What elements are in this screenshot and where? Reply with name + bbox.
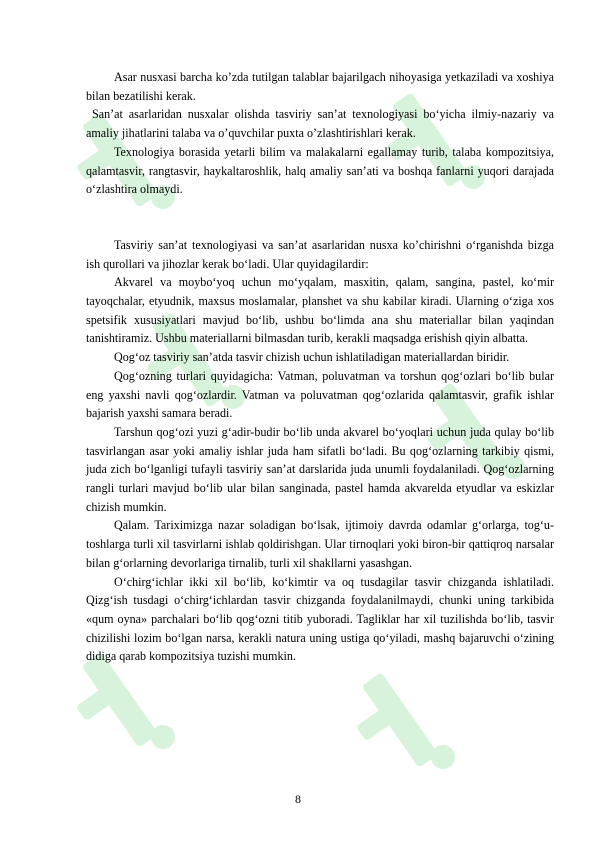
paragraph: Tarshun qog‘ozi yuzi g‘adir-budir bo‘lib unda akvarel bo‘yoqlari uchun juda qulay bo‘lib tasvirlangan asar yoki amaliy ishlar juda ham sifatli bo‘ladi. Bu qog‘ozlarning tarkibiy qismi, juda zich bo‘lganligi tufayli tasviriy san’at darslarida juda unumli foydalaniladi. Qog‘ozlarning rangli turlari mavjud bo‘lib ular bilan sanginada, pastel hamda akvarelda etyudlar va eskizlar chizish mumkin.	[86, 424, 554, 514]
paragraph: Qog‘ozning turlari quyidagicha: Vatman, poluvatman va torshun qog‘ozlari bo‘lib bular eng yaxshi navli qog‘ozlardir. Vatman va poluvatman qog‘ozlarida qalamtasvir, grafik ishlar bajarish yaxshi samara beradi.	[86, 368, 554, 421]
paragraph: San’at asarlaridan nusxalar olishda tasviriy san’at texnologiyasi bo‘yicha ilmiy-nazariy va amaliy jihatlarini talaba va o’quvchilar puxta o’zlashtirishlari kerak.	[86, 107, 554, 141]
page-number: 8	[295, 792, 301, 806]
paragraph: Qog‘oz tasviriy san’atda tasvir chizish uchun ishlatiladigan materiallardan biridir.	[114, 350, 510, 365]
paragraph: Qalam. Tariximizga nazar soladigan bo‘lsak, ijtimoiy davrda odamlar g‘orlarga, tog‘u-toshlarga turli xil tasvirlarni ishlab qoldirishgan. Ular tirnoqlari yoki biron-bir qattiqroq narsalar bilan g‘orlarning devorlariga tirnalib, turli xil shakllarni yasashgan.	[86, 518, 554, 570]
paragraph: Tasviriy san’at texnologiyasi va san’at asarlaridan nusxa ko’chirishni o‘rganishda bizga ish qurollari va jihozlar kerak bo‘ladi. Ular quyidagilardir:	[86, 237, 554, 271]
paragraph: Akvarel va moybo‘yoq uchun mo‘yqalam, masxitin, qalam, sangina, pastel, ko‘mir tayoqchalar, etyudnik, maxsus moslamalar, planshet va shu kabilar kiradi. Ularning o‘ziga xos spetsifik xususiyatlari mavjud bo‘lib, ushbu bo‘limda ana shu materiallar bilan yaqindan tanishtiramiz. Ushbu materiallarni bilmasdan turib, kerakli maqsadga erishish qiyin albatta.	[86, 275, 554, 346]
paragraph: Texnologiya borasida yetarli bilim va malakalarni egallamay turib, talaba kompozitsiya, qalamtasvir, rangtasvir, haykaltaroshlik, halq amaliy san’ati va boshqa fanlarni yuqori darajada o‘zlashtira olmaydi.	[86, 144, 554, 197]
page-body	[86, 68, 554, 666]
paragraph: O‘chirg‘ichlar ikki xil bo‘lib, ko‘kimtir va oq tusdagilar tasvir chizganda ishlatiladi. Qizg‘ish tusdagi o‘chirg‘ichlardan tasvir chizganda foydalanilmaydi, chunki uning tarkibida «qum oyna» parchalari bo‘lib qog‘ozni titib yuboradi. Tagliklar har xil tuzilishda bo‘lib, tasvir chizilishi lozim bo‘lgan narsa, kerakli natura uning ustiga qo‘yiladi, mashq bajaruvchi o‘zining didiga qarab kompozitsiya tuzishi mumkin.	[86, 574, 554, 664]
section-gap	[86, 199, 554, 236]
paragraph: Asar nusxasi barcha ko’zda tutilgan talablar bajarilgach nihoyasiga yetkaziladi va xoshiya bilan bezatilishi kerak.	[86, 70, 554, 103]
